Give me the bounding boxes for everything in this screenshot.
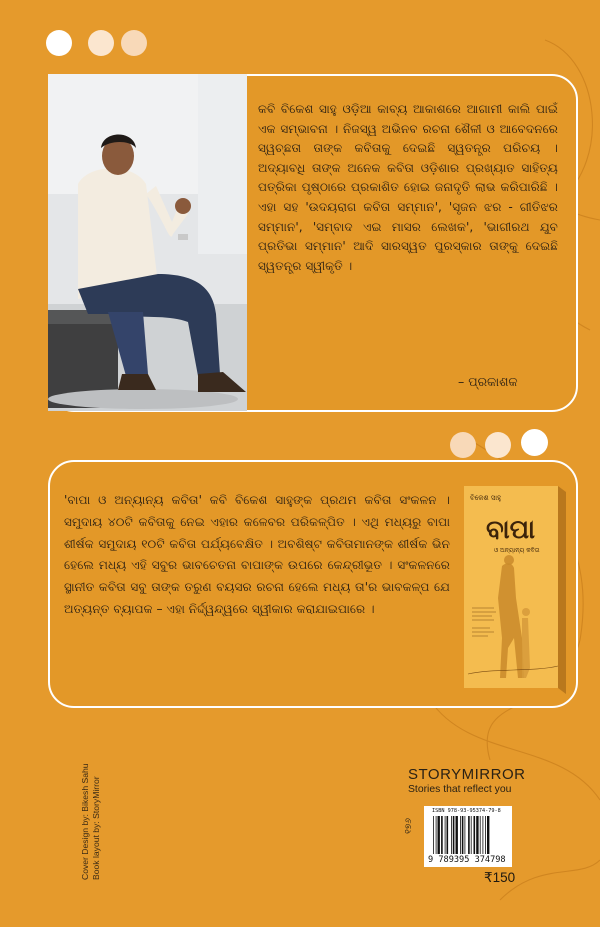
book-cover-thumbnail [464,478,566,696]
price-label: ₹150 [484,870,516,885]
ean-number: 9 789395 374798 [428,855,506,865]
author-photo-drawing [48,74,247,411]
author-bio-text: କବି ବିକେଶ ସାହୁ ଓଡ଼ିଆ କାବ୍ୟ ଆକାଶରେ ଆଗାମୀ କାଲି ପାଇଁ ଏକ ସମ୍ଭାବନା । ନିଜସ୍ୱ ଅଭିନବ ରଚନା ଶୈଳୀ ଓ ଆବେଦନରେ ସ୍ୱଚ୍ଛତା ତାଙ୍କ କବିତାକୁ ଦେଇଛି ସ୍ୱତନ୍ତ୍ର ପରିଚୟ । ଅଦ୍ୟାବଧି ତାଙ୍କ ଅନେକ କବିତା ଓଡ଼ିଶାର ପ୍ରଖ୍ୟାତ ସାହିତ୍ୟ ପତ୍ରିକା ପୃଷ୍ଠାରେ ପ୍ରକାଶିତ ହୋଇ ଜନାଦୃତି ଲାଭ କରିପାରିଛି । ଏହା ସହ 'ଉଦୟରାଗ କବିତା ସମ୍ମାନ', 'ସୃଜନ ଝର - ଗୀତିଝର ସମ୍ମାନ', 'ସମ୍ବାଦ ଏଇ ମାସର ଲେଖକ', 'ଭାଗୀରଥ ଯୁବ ପ୍ରତିଭା ସମ୍ମାନ' ଆଦି ସାରସ୍ୱତ ପୁରସ୍କାର ତାଙ୍କୁ ଦେଇଛି ସ୍ୱତନ୍ତ୍ର ସ୍ୱୀକୃତି । [258,102,558,273]
barcode-bar [471,816,472,854]
book-cover-subtitle: ଓ ଅନ୍ୟାନ୍ୟ କବିତା [494,547,540,554]
decor-dot-5 [485,432,511,458]
barcode-bar [474,816,476,854]
book-blurb-text: 'ବାପା ଓ ଅନ୍ୟାନ୍ୟ କବିତା' କବି ବିକେଶ ସାହୁଙ୍କ ପ୍ରଥମ କବିତା ସଂକଳନ । ସମୁଦାୟ ୪୦ଟି କବିତାକୁ ନେଇ ଏହାର କଳେବର ପରିକଳ୍ପିତ । ଏଥି ମଧ୍ୟରୁ ବାପା ଶୀର୍ଷକ ସମୁଦାୟ ୧୦ଟି କବିତା ପର୍ଯ୍ୟବେକ୍ଷିତ । ଅବଶିଷ୍ଟ କବିତାମାନଙ୍କ ଶୀର୍ଷକ ଭିନ ହେଲେ ମଧ୍ୟ ଏହି ସବୁର ଭାବଚେତନା ବାପାଙ୍କ ଉପରେ କେନ୍ଦ୍ରୀଭୂତ । ସଂକଳନରେ ସ୍ଥାନୀତ କବିତା ସବୁ ତାଙ୍କ ତରୁଣ ବୟସର ରଚନା ହେଲେ ମଧ୍ୟ ତା'ର ଭାବକଳ୍ପ ଯେ ଅତ୍ୟନ୍ତ ବ୍ୟାପକ – ଏହା ନିର୍ଦ୍ଦ୍ୱନ୍ଦ୍ୱରେ ସ୍ୱୀକାର କରାଯାଇପାରେ । [64,493,450,616]
barcode-bar [462,816,464,854]
book-cover-title: ବାପା [486,515,536,545]
isbn-text: ISBN 978-93-95374-79-8 [432,808,501,814]
book-layout-credit: Book layout by: StoryMirror [91,776,101,880]
barcode-bar [453,816,455,854]
decor-dot-2 [88,30,114,56]
barcode-bar [460,816,461,854]
barcode-bar [465,816,466,854]
decor-dot-3 [121,30,147,56]
decor-dot-6 [521,429,548,456]
design-credits [80,700,102,880]
publisher-brand: STORYMIRROR [408,766,526,783]
barcode-bar [483,816,484,854]
barcode-bar [451,816,452,854]
barcode-bar [433,816,434,854]
barcode-bar [468,816,470,854]
barcode-bar [485,816,486,854]
cover-design-credit: Cover Design by: Bikesh Sahu [80,763,90,880]
decor-dot-4 [450,432,476,458]
barcode-bar [436,816,437,854]
barcode-bar [438,816,440,854]
publisher-signature: – ପ୍ରକାଶକ [458,374,518,389]
barcode-bar [445,816,446,854]
barcode-bars [432,816,506,854]
author-photo [48,74,247,411]
price-code: ୧୭୬ [404,818,414,834]
barcode-bar [476,816,478,854]
publisher-logo [408,766,525,795]
barcode-bar [447,816,449,854]
barcode-bar [480,816,481,854]
publisher-tagline: Stories that reflect you [408,784,512,795]
barcode-bar [441,816,443,854]
barcode-bar [487,816,489,854]
decor-dot-1 [46,30,72,56]
book-cover-author: ବିକେଶ ସାହୁ [470,494,502,502]
barcode-bar [456,816,458,854]
